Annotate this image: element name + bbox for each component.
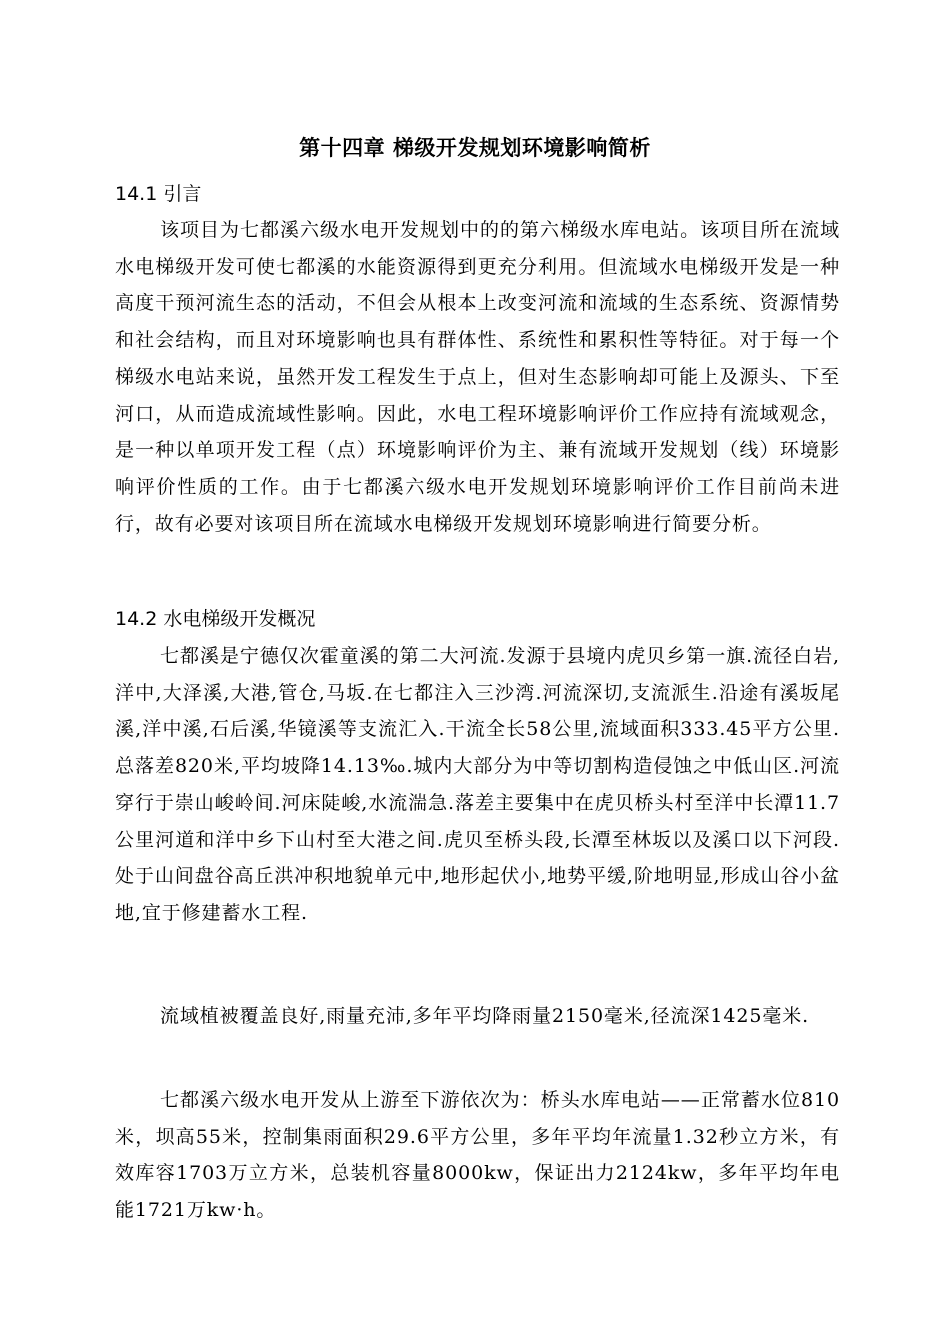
overview-paragraph-cascade: 七都溪六级水电开发从上游至下游依次为：桥头水库电站——正常蓄水位810米，坝高55米，控制集雨面积29.6平方公里，多年平均年流量1.32秒立方米，有效库容1703万立方米，总装机容量8000kw，保证出力2124kw，多年平均年电能1721万kw·h。 [115,1089,840,1222]
section-heading-intro: 14.1 引言 [115,183,202,205]
overview-paragraph-rainfall: 流域植被覆盖良好,雨量充沛,多年平均降雨量2150毫米,径流深1425毫米. [160,1005,810,1027]
section-heading-overview: 14.2 水电梯级开发概况 [115,608,316,630]
overview-paragraph-river: 七都溪是宁德仅次霍童溪的第二大河流.发源于县境内虎贝乡第一旗.流径白岩,洋中,大泽溪,大港,管仓,马坂.在七都注入三沙湾.河流深切,支流派生.沿途有溪坂尾溪,洋中溪,石后溪,华镜溪等支流汇入.干流全长58公里,流域面积333.45平方公里.总落差820米,平均坡降14.13‰.城内大部分为中等切割构造侵蚀之中低山区.河流穿行于崇山峻岭间.河床陡峻,水流湍急.落差主要集中在虎贝桥头村至洋中长潭11.7公里河道和洋中乡下山村至大港之间.虎贝至桥头段,长潭至林坂以及溪口以下河段.处于山间盘谷高丘洪冲积地貌单元中,地形起伏小,地势平缓,阶地明显,形成山谷小盆地,宜于修建蓄水工程. [115,645,840,924]
intro-paragraph: 该项目为七都溪六级水电开发规划中的的第六梯级水库电站。该项目所在流域水电梯级开发可使七都溪的水能资源得到更充分利用。但流域水电梯级开发是一种高度干预河流生态的活动，不但会从根本上改变河流和流域的生态系统、资源情势和社会结构，而且对环境影响也具有群体性、系统性和累积性等特征。对于每一个梯级水电站来说，虽然开发工程发生于点上，但对生态影响却可能上及源头、下至河口，从而造成流域性影响。因此，水电工程环境影响评价工作应持有流域观念，是一种以单项开发工程（点）环境影响评价为主、兼有流域开发规划（线）环境影响评价性质的工作。由于七都溪六级水电开发规划环境影响评价工作目前尚未进行，故有必要对该项目所在流域水电梯级开发规划环境影响进行简要分析。 [115,219,840,535]
chapter-title: 第十四章 梯级开发规划环境影响简析 [299,136,651,160]
